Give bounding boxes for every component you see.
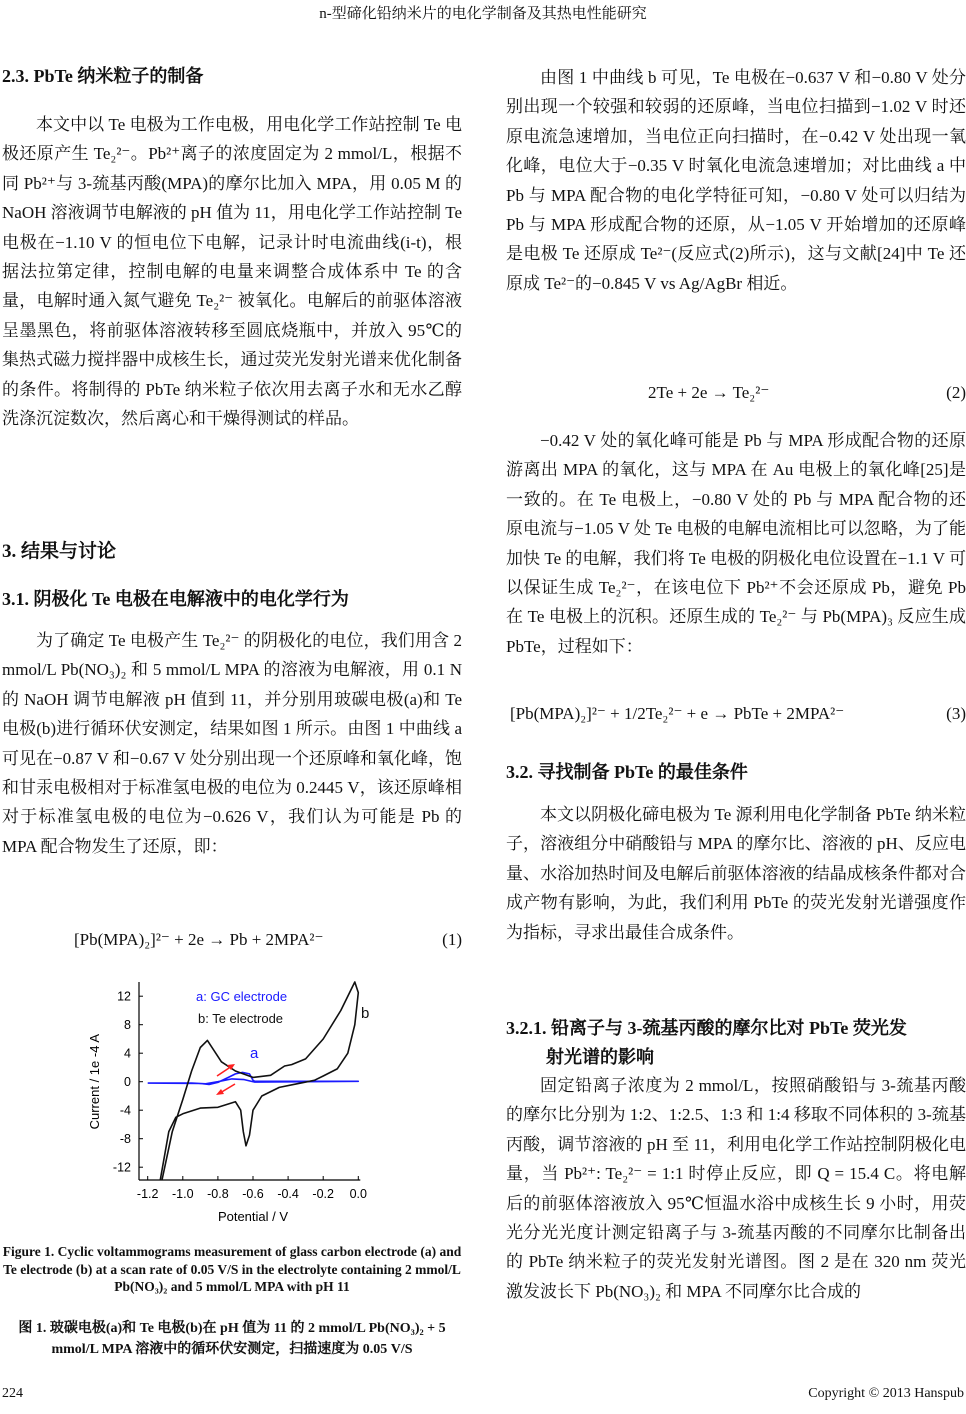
legend-b: b: Te electrode [198,1011,284,1026]
equation-number: (2) [946,383,966,402]
paragraph: 由图 1 中曲线 b 可见，Te 电极在−0.637 V 和−0.80 V 处分别出现一个较强和较弱的还原峰，当电位扫描到−1.02 V 时还原电流急速增加，当电位正向扫描时，在−0.42 V 处出现一氧化峰，电位大于−0.35 V 时氧化电流急速增加；对比曲线 a 中 Pb 与 MPA 配合物的电化学特征可知，−0.80 V 处可以归结为 Pb 与 MPA 形成配合物的还原，从−1.05 V 开始增加的还原峰是电极 Te 还原成 Te²⁻(反应式(2)所示)，这与文献[24]中 Te 还原成 Te²⁻的−0.845 V vs Ag/AgBr 相近。 [506,68,966,293]
x-axis-label: Potential / V [217,1209,289,1224]
x-tick-label: -0.6 [242,1187,264,1201]
x-tick-label: -0.4 [277,1187,299,1201]
section-heading-2-3: 2.3. PbTe 纳米粒子的制备 [2,66,204,86]
x-tick-label: -1.0 [172,1187,194,1201]
equation-3-body: [Pb(MPA)₂]²⁻ + 1/2Te₂²⁻ + e → PbTe + 2MPA²⁻ [510,704,845,723]
x-tick-label: 0.0 [349,1187,367,1201]
paragraph: 本文中以 Te 电极为工作电极，用电化学工作站控制 Te 电极还原产生 Te₂²⁻。Pb²⁺离子的浓度固定为 2 mmol/L，根据不同 Pb²⁺与 3-巯基丙酸(MPA)的摩尔比加入 MPA，用 0.05 M 的 NaOH 溶液调节电解液的 pH 值为 11，用电化学工作站控制 Te 电极在−1.10 V 的恒电位下电解，记录计时电流曲线(i-t)，根据法拉第定律，控制电解的电量来调整合成体系中 Te 的含量，电解时通入氮气避免 Te₂²⁻ 被氧化。电解后的前驱体溶液呈墨黑色，将前驱体溶液转移至圆底烧瓶中，并放入 95℃的集热式磁力搅拌器中成核生长，通过荧光发射光谱来优化制备的条件。将制得的 PbTe 纳米粒子依次用去离子水和无水乙醇洗涤沉淀数次，然后离心和干燥得测试的样品。 [2,115,462,429]
equation-3 [506,704,966,728]
y-tick-label: 0 [124,1075,131,1090]
equation-2-body: 2Te + 2e → Te₂²⁻ [648,383,770,402]
section-heading-3-2-1-cont: 射光谱的影响 [546,1047,654,1067]
y-tick-label: -8 [119,1132,131,1147]
equation-number: (3) [946,704,966,723]
paragraph: −0.42 V 处的氧化峰可能是 Pb 与 MPA 形成配合物的还原游离出 MPA 的氧化，这与 MPA 在 Au 电极上的氧化峰[25]是一致的。在 Te 电极上，−0.80 V 处的 Pb 与 MPA 配合物的还原电流与−1.05 V 处 Te 电极的电解电流相比可以忽略，为了能加快 Te 的电解，我们将 Te 电极的阴极化电位设置在−1.1 V 可以保证生成 Te₂²⁻，在该电位下 Pb²⁺不会还原成 Pb，避免 Pb 在 Te 电极上的沉积。还原生成的 Te₂²⁻ 与 Pb(MPA)₃ 反应生成 PbTe，过程如下： [506,431,966,656]
section-heading-3-2-1: 3.2.1. 铅离子与 3-巯基丙酸的摩尔比对 PbTe 荧光发 [506,1018,907,1038]
y-tick-label: 8 [124,1018,131,1033]
equation-1 [2,930,462,954]
x-tick-label: -0.8 [207,1187,229,1201]
section-heading-3: 3. 结果与讨论 [2,541,117,562]
page-number: 224 [2,1386,23,1401]
section-heading-3-1: 3.1. 阴极化 Te 电极在电解液中的电化学行为 [2,589,349,609]
figure-caption-zh: 图 1. 玻碳电极(a)和 Te 电极(b)在 pH 值为 11 的 2 mmol/L Pb(NO₃)₂ + 5 mmol/L MPA 溶液中的循环伏安测定，扫描速度为 0.05 V/S [18,1321,446,1357]
x-tick-label: -1.2 [136,1187,159,1201]
y-tick-label: -12 [112,1160,131,1175]
paragraph: 本文以阴极化碲电极为 Te 源利用电化学制备 PbTe 纳米粒子，溶液组分中硝酸铅与 MPA 的摩尔比、溶液的 pH、反应电量、水浴加热时间及电解后前驱体溶液的结晶成核条件都对合成产物有影响，为此，我们利用 PbTe 的荧光发射光谱强度作为指标，寻求出最佳合成条件。 [506,805,966,942]
curve-label-a: a [250,1045,259,1062]
running-header: n-型碲化铅纳米片的电化学制备及其热电性能研究 [319,6,647,22]
figure-caption-en: Figure 1. Cyclic voltammograms measurement of glass carbon electrode (a) and Te electrode (b) at a scan rate of 0.05 V/S in the electrolyte containing 2 mmol/L Pb(NO₃)₂ and 5 mmol/L MPA with pH 11 [2,1244,462,1294]
y-axis-label: Current / 1e -4 A [87,1034,102,1130]
y-tick-label: 4 [124,1046,131,1061]
legend-a: a: GC electrode [196,989,288,1004]
curve-label-b: b [361,1005,370,1022]
cv-figure [80,975,380,1245]
paragraph: 为了确定 Te 电极产生 Te₂²⁻ 的阴极化的电位，我们用含 2 mmol/L Pb(NO₃)₂ 和 5 mmol/L MPA 的溶液为电解液，用 0.1 N 的 NaOH 调节电解液 pH 值到 11，并分别用玻碳电极(a)和 Te 电极(b)进行循环伏安测定，结果如图 1 所示。由图 1 中曲线 a 可见在−0.87 V 和−0.67 V 处分别出现一个还原峰和氧化峰，饱和甘汞电极相对于标准氢电极的电位为 0.2445 V，该还原峰相对于标准氢电极的电位为−0.626 V，我们认为可能是 Pb 的 MPA 配合物发生了还原，即： [2,631,462,856]
equation-1-body: [Pb(MPA)₂]²⁻ + 2e → Pb + 2MPA²⁻ [74,930,324,949]
paragraph: 固定铅离子浓度为 2 mmol/L，按照硝酸铅与 3-巯基丙酸的摩尔比分别为 1:2、1:2.5、1:3 和 1:4 移取不同体积的 3-巯基丙酸，调节溶液的 pH 至 11，利用电化学工作站控制阴极化电量，当 Pb²⁺: Te₂²⁻ = 1:1 时停止反应，即 Q = 15.4 C。将电解后的前驱体溶液放入 95℃恒温水浴中成核生长 9 小时，用荧光分光光度计测定铅离子与 3-巯基丙酸的不同摩尔比制备出的 PbTe 纳米粒子的荧光发射光谱图。图 2 是在 320 nm 荧光激发波长下 Pb(NO₃)₂ 和 MPA 不同摩尔比合成的 [506,1076,966,1301]
equation-number: (1) [442,930,462,949]
y-tick-label: 12 [117,989,131,1004]
copyright: Copyright © 2013 Hanspub [808,1386,964,1401]
y-tick-label: -4 [119,1103,131,1118]
section-heading-3-2: 3.2. 寻找制备 PbTe 的最佳条件 [506,762,748,782]
equation-2 [506,383,966,407]
x-tick-label: -0.2 [312,1187,334,1201]
